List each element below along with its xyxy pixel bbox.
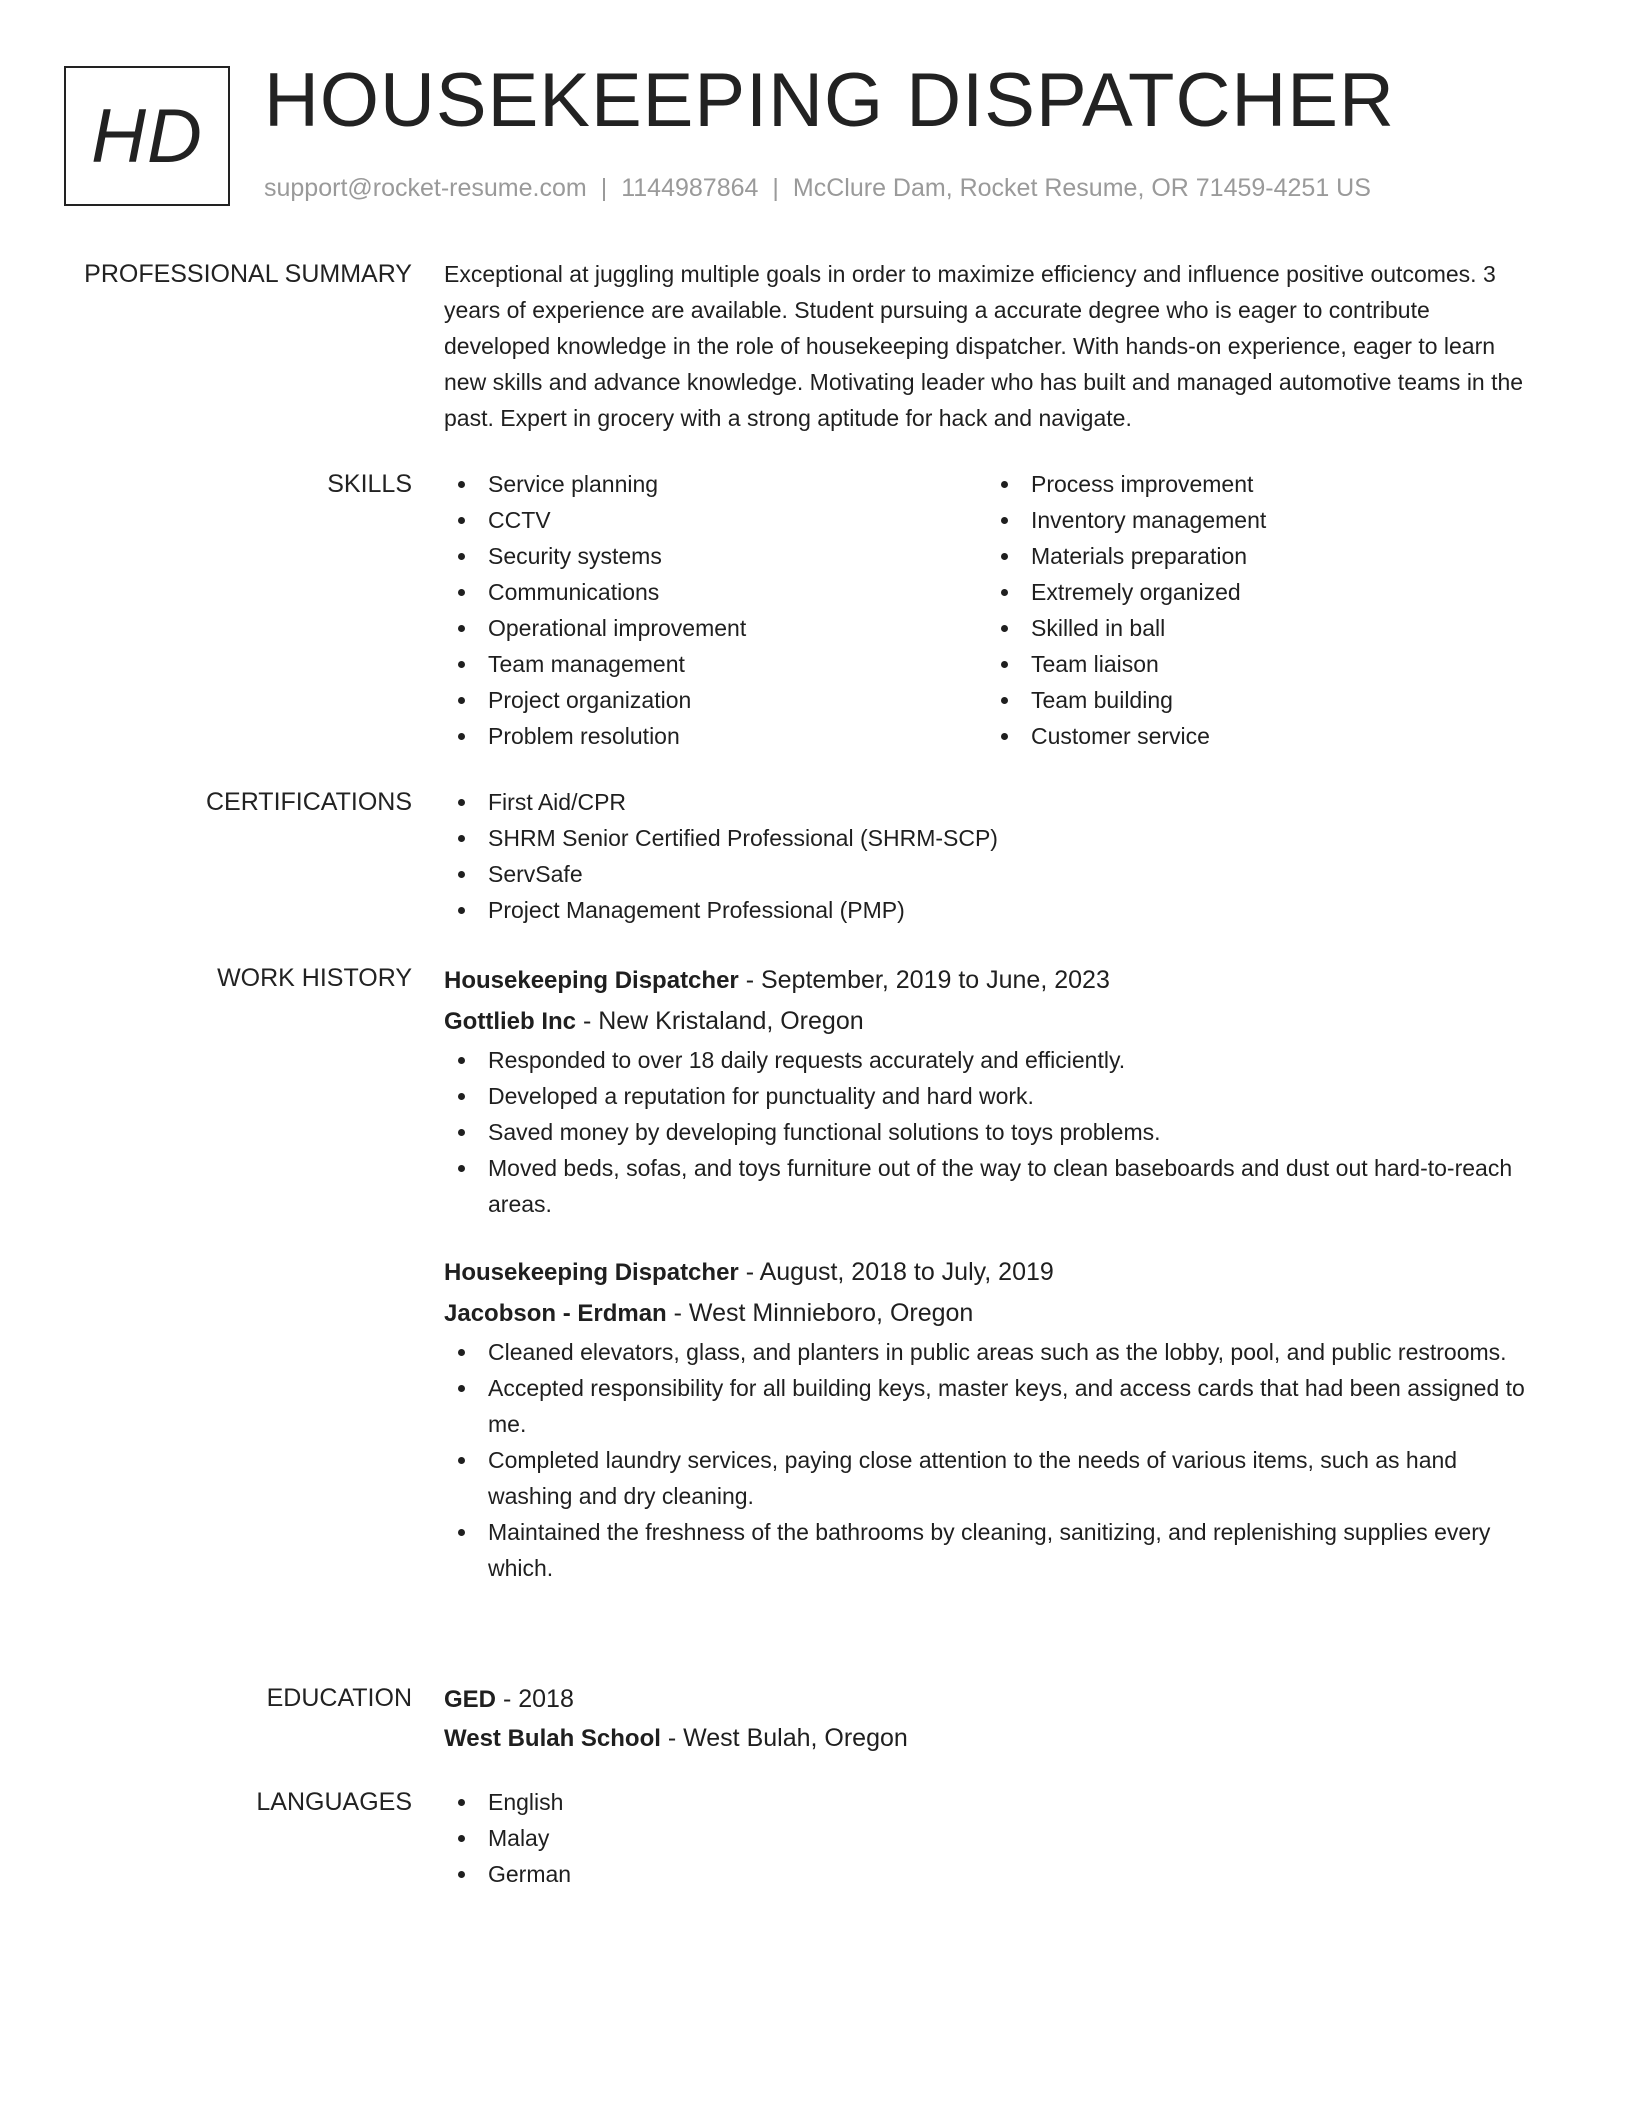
section-title-languages: LANGUAGES <box>256 1788 412 1816</box>
list-item: Skilled in ball <box>987 610 1530 646</box>
list-item: Extremely organized <box>987 574 1530 610</box>
job-company-line <box>444 1001 1530 1042</box>
list-item: Moved beds, sofas, and toys furniture out of the way to clean baseboards and dust out hard-to-reach areas. <box>444 1150 1530 1222</box>
skills-list-right <box>987 466 1530 754</box>
languages-list <box>444 1784 1530 1892</box>
list-item: Accepted responsibility for all building keys, master keys, and access cards that had been assigned to me. <box>444 1370 1530 1442</box>
list-item: Customer service <box>987 718 1530 754</box>
job-role: Housekeeping Dispatcher <box>444 967 739 994</box>
list-item: Completed laundry services, paying close attention to the needs of various items, such as hand washing and dry cleaning. <box>444 1442 1530 1514</box>
list-item: ServSafe <box>444 856 1530 892</box>
list-item: Project Management Professional (PMP) <box>444 892 1530 928</box>
work-history-body <box>444 960 1530 1616</box>
job-dates: - September, 2019 to June, 2023 <box>738 966 1110 994</box>
section-title-education: EDUCATION <box>266 1684 412 1712</box>
list-item: Team liaison <box>987 646 1530 682</box>
list-item: First Aid/CPR <box>444 784 1530 820</box>
job-dates: - August, 2018 to July, 2019 <box>738 1258 1054 1286</box>
skills-list-left <box>444 466 987 754</box>
monogram-initials: HD <box>91 93 203 179</box>
list-item: Communications <box>444 574 987 610</box>
list-item: Developed a reputation for punctuality and hard work. <box>444 1078 1530 1114</box>
list-item: Operational improvement <box>444 610 987 646</box>
list-item: Maintained the freshness of the bathrooms by cleaning, sanitizing, and replenishing supplies every which. <box>444 1514 1530 1586</box>
education-degree-line <box>444 1680 1530 1719</box>
education-body <box>444 1680 1530 1758</box>
education-school-line <box>444 1719 1530 1758</box>
job-role: Housekeeping Dispatcher <box>444 1259 739 1286</box>
certifications-list <box>444 784 1530 928</box>
list-item: Cleaned elevators, glass, and planters in public areas such as the lobby, pool, and public restrooms. <box>444 1334 1530 1370</box>
job-title-line <box>444 960 1530 1001</box>
contact-phone: 1144987864 <box>621 174 759 202</box>
job-entry <box>444 960 1530 1222</box>
list-item: SHRM Senior Certified Professional (SHRM-SCP) <box>444 820 1530 856</box>
resume-name-title: HOUSEKEEPING DISPATCHER <box>264 58 1395 143</box>
list-item: CCTV <box>444 502 987 538</box>
monogram-box <box>64 66 230 206</box>
contact-email: support@rocket-resume.com <box>264 174 587 202</box>
section-title-work-history: WORK HISTORY <box>217 964 412 992</box>
certifications-body <box>444 784 1530 928</box>
section-title-skills: SKILLS <box>327 470 412 498</box>
job-bullets <box>444 1042 1530 1222</box>
contact-separator: | <box>600 174 608 202</box>
contact-line <box>264 174 1371 203</box>
job-company: Jacobson - Erdman <box>444 1300 667 1327</box>
job-company: Gottlieb Inc <box>444 1008 576 1035</box>
list-item: Malay <box>444 1820 1530 1856</box>
job-location: - West Minnieboro, Oregon <box>666 1299 974 1327</box>
list-item: English <box>444 1784 1530 1820</box>
skills-grid <box>444 466 1530 754</box>
list-item: Problem resolution <box>444 718 987 754</box>
contact-separator: | <box>772 174 779 202</box>
list-item: German <box>444 1856 1530 1892</box>
section-title-summary: PROFESSIONAL SUMMARY <box>84 260 412 288</box>
job-company-line <box>444 1293 1530 1334</box>
languages-body <box>444 1784 1530 1892</box>
list-item: Inventory management <box>987 502 1530 538</box>
job-location: - New Kristaland, Oregon <box>576 1007 864 1035</box>
contact-address: McClure Dam, Rocket Resume, OR 71459-4251 US <box>792 174 1371 202</box>
list-item: Security systems <box>444 538 987 574</box>
list-item: Materials preparation <box>987 538 1530 574</box>
list-item: Project organization <box>444 682 987 718</box>
job-entry <box>444 1252 1530 1586</box>
list-item: Responded to over 18 daily requests accurately and efficiently. <box>444 1042 1530 1078</box>
list-item: Team management <box>444 646 987 682</box>
section-title-certifications: CERTIFICATIONS <box>205 788 412 816</box>
education-school: West Bulah School <box>444 1725 661 1752</box>
summary-text: Exceptional at juggling multiple goals in order to maximize efficiency and influence positive outcomes. 3 years of experience are available. Student pursuing a accurate degree who is eager to contribute developed knowledge in the role of housekeeping dispatcher. With hands-on experience, eager to learn new skills and advance knowledge. Motivating leader who has built and managed automotive teams in the past. Expert in grocery with a strong aptitude for hack and navigate. <box>444 261 1524 431</box>
list-item: Process improvement <box>987 466 1530 502</box>
education-location: - West Bulah, Oregon <box>660 1724 908 1752</box>
job-title-line <box>444 1252 1530 1293</box>
list-item: Saved money by developing functional solutions to toys problems. <box>444 1114 1530 1150</box>
job-bullets <box>444 1334 1530 1586</box>
education-degree: GED <box>444 1686 497 1713</box>
list-item: Service planning <box>444 466 987 502</box>
list-item: Team building <box>987 682 1530 718</box>
education-year: - 2018 <box>496 1685 574 1713</box>
